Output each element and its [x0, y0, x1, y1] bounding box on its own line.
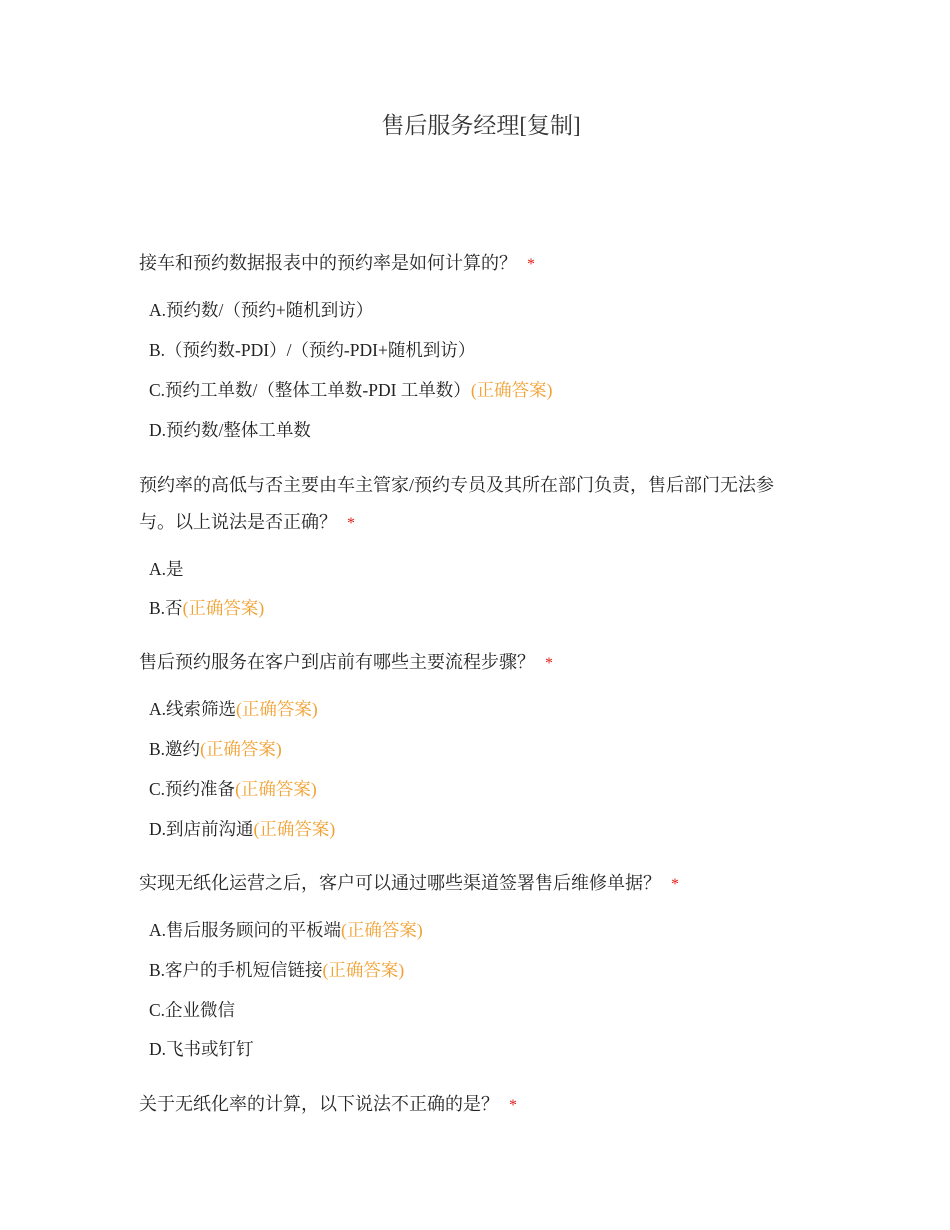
question-2	[139, 467, 809, 542]
correct-answer-tag: (正确答案)	[470, 380, 553, 400]
option-3b	[149, 737, 282, 761]
option-label: D.预约数/整体工单数	[149, 420, 311, 440]
question-4	[139, 865, 809, 903]
option-1a	[149, 298, 373, 322]
option-2a	[149, 557, 184, 581]
option-label: B.客户的手机短信链接	[149, 960, 323, 980]
correct-answer-tag: (正确答案)	[235, 779, 317, 799]
question-text: 接车和预约数据报表中的预约率是如何计算的？	[139, 253, 517, 273]
question-text: 关于无纸化率的计算，以下说法不正确的是？	[139, 1094, 499, 1114]
question-1	[139, 245, 809, 283]
option-label: B.（预约数-PDI）/（预约-PDI+随机到访）	[149, 340, 476, 360]
correct-answer-tag: (正确答案)	[182, 598, 265, 618]
option-3c	[149, 777, 317, 801]
correct-answer-tag: (正确答案)	[322, 960, 405, 980]
option-label: A.是	[149, 559, 184, 579]
required-asterisk: *	[527, 256, 535, 273]
question-text: 预约率的高低与否主要由车主管家/预约专员及其所在部门负责，售后部门无法参与。以上说法是否正确？	[139, 475, 774, 532]
question-3	[139, 644, 809, 682]
required-asterisk: *	[347, 515, 355, 532]
option-label: D.飞书或钉钉	[149, 1039, 254, 1059]
option-label: A.线索筛选	[149, 699, 237, 719]
correct-answer-tag: (正确答案)	[253, 819, 336, 839]
correct-answer-tag: (正确答案)	[236, 699, 318, 719]
option-label: B.否	[149, 598, 183, 618]
required-asterisk: *	[509, 1097, 517, 1114]
option-4d	[149, 1037, 254, 1061]
option-label: C.预约工单数/（整体工单数-PDI 工单数）	[149, 380, 471, 400]
option-label: D.到店前沟通	[149, 819, 254, 839]
option-label: A.预约数/（预约+随机到访）	[149, 300, 374, 320]
option-label: A.售后服务顾问的平板端	[149, 920, 342, 940]
option-3d	[149, 817, 335, 841]
option-label: C.企业微信	[149, 1000, 236, 1020]
question-text: 实现无纸化运营之后，客户可以通过哪些渠道签署售后维修单据？	[139, 873, 661, 893]
required-asterisk: *	[671, 876, 679, 893]
option-4a	[149, 918, 423, 942]
option-label: C.预约准备	[149, 779, 236, 799]
correct-answer-tag: (正确答案)	[200, 739, 282, 759]
page-title: 售后服务经理[复制]	[381, 113, 581, 138]
option-4b	[149, 958, 404, 982]
correct-answer-tag: (正确答案)	[341, 920, 423, 940]
required-asterisk: *	[545, 655, 553, 672]
option-1c	[149, 378, 552, 402]
option-2b	[149, 596, 264, 620]
option-3a	[149, 697, 318, 721]
question-text: 售后预约服务在客户到店前有哪些主要流程步骤？	[139, 652, 535, 672]
option-1b	[149, 338, 475, 362]
option-label: B.邀约	[149, 739, 201, 759]
option-1d	[149, 418, 311, 442]
option-4c	[149, 998, 235, 1022]
question-5	[139, 1086, 809, 1124]
